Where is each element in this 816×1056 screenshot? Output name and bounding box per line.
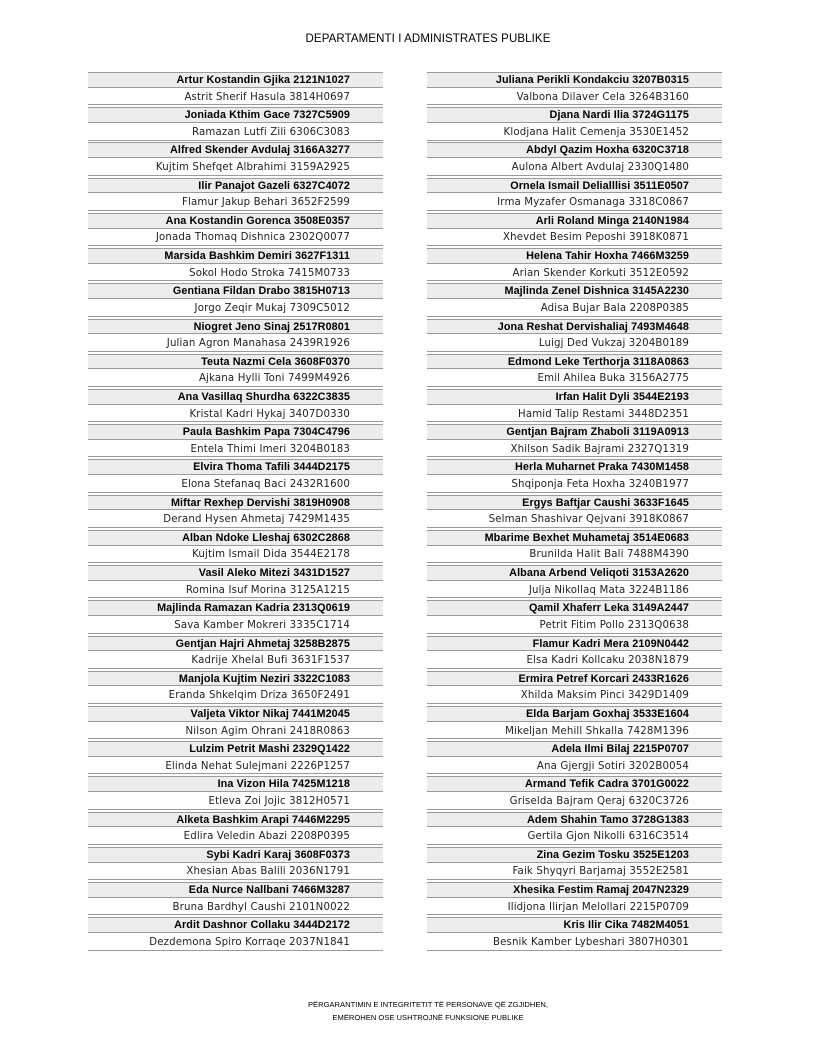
name-row: Ana Vasillaq Shurdha 6322C3835 [88, 389, 383, 405]
name-row: Ina Vizon Hila 7425M1218 [88, 776, 383, 792]
name-row: Alketa Bashkim Arapi 7446M2295 [88, 812, 383, 828]
name-row: Albana Arbend Veliqoti 3153A2620 [427, 565, 722, 581]
name-row: Lulzim Petrit Mashi 2329Q1422 [88, 741, 383, 757]
name-row: Xhesian Abas Balili 2036N1791 [88, 864, 383, 880]
name-row: Derand Hysen Ahmetaj 7429M1435 [88, 512, 383, 528]
name-row: Majlinda Ramazan Kadria 2313Q0619 [88, 600, 383, 616]
name-row: Elsa Kadri Kollcaku 2038N1879 [427, 653, 722, 669]
name-row: Eda Nurce Nallbani 7466M3287 [88, 882, 383, 898]
name-row: Alfred Skender Avdulaj 3166A3277 [88, 142, 383, 158]
name-row: Gentjan Bajram Zhaboli 3119A0913 [427, 424, 722, 440]
name-row: Xhilda Maksim Pinci 3429D1409 [427, 688, 722, 704]
name-row: Luigj Ded Vukzaj 3204B0189 [427, 336, 722, 352]
name-row: Kujtim Shefqet Albrahimi 3159A2925 [88, 160, 383, 176]
name-row: Aulona Albert Avdulaj 2330Q1480 [427, 160, 722, 176]
name-row: Jonada Thomaq Dishnica 2302Q0077 [88, 230, 383, 246]
name-row: Gentjan Hajri Ahmetaj 3258B2875 [88, 636, 383, 652]
name-row: Valjeta Viktor Nikaj 7441M2045 [88, 706, 383, 722]
name-row: Ilidjona Ilirjan Melollari 2215P0709 [427, 900, 722, 916]
name-row: Eranda Shkelqim Driza 3650F2491 [88, 688, 383, 704]
name-row: Helena Tahir Hoxha 7466M3259 [427, 248, 722, 264]
name-row: Alban Ndoke Lleshaj 6302C2868 [88, 530, 383, 546]
name-row: Flamur Kadri Mera 2109N0442 [427, 636, 722, 652]
name-row: Shqiponja Feta Hoxha 3240B1977 [427, 477, 722, 493]
name-row: Miftar Rexhep Dervishi 3819H0908 [88, 495, 383, 511]
name-row: Klodjana Halit Cemenja 3530E1452 [427, 125, 722, 141]
name-row: Elinda Nehat Sulejmani 2226P1257 [88, 759, 383, 775]
name-row: Teuta Nazmi Cela 3608F0370 [88, 354, 383, 370]
name-row: Flamur Jakup Behari 3652F2599 [88, 195, 383, 211]
name-row: Mbarime Bexhet Muhametaj 3514E0683 [427, 530, 722, 546]
left-name-column [88, 72, 383, 952]
name-row: Xhesika Festim Ramaj 2047N2329 [427, 882, 722, 898]
name-row: Sybi Kadri Karaj 3608F0373 [88, 847, 383, 863]
name-row: Petrit Fitim Pollo 2313Q0638 [427, 618, 722, 634]
name-row: Besnik Kamber Lybeshari 3807H0301 [427, 935, 722, 951]
name-row: Artur Kostandin Gjika 2121N1027 [88, 72, 383, 88]
name-row: Ajkana Hylli Toni 7499M4926 [88, 371, 383, 387]
name-row: Sava Kamber Mokreri 3335C1714 [88, 618, 383, 634]
name-row: Ornela Ismail Delialllisi 3511E0507 [427, 178, 722, 194]
name-row: Mikeljan Mehill Shkalla 7428M1396 [427, 724, 722, 740]
name-row: Elona Stefanaq Baci 2432R1600 [88, 477, 383, 493]
name-row: Arli Roland Minga 2140N1984 [427, 213, 722, 229]
name-row: Elda Barjam Goxhaj 3533E1604 [427, 706, 722, 722]
name-row: Ergys Baftjar Caushi 3633F1645 [427, 495, 722, 511]
name-row: Romina Isuf Morina 3125A1215 [88, 583, 383, 599]
name-row: Xhilson Sadik Bajrami 2327Q1319 [427, 442, 722, 458]
name-row: Herla Muharnet Praka 7430M1458 [427, 459, 722, 475]
name-row: Arian Skender Korkuti 3512E0592 [427, 266, 722, 282]
name-row: Julja Nikollaq Mata 3224B1186 [427, 583, 722, 599]
name-row: Hamid Talip Restami 3448D2351 [427, 407, 722, 423]
page-title: DEPARTAMENTI I ADMINISTRATES PUBLIKE [305, 33, 551, 45]
name-row: Kujtim Ismail Dida 3544E2178 [88, 547, 383, 563]
name-row: Adela Ilmi Bilaj 2215P0707 [427, 741, 722, 757]
name-row: Abdyl Qazim Hoxha 6320C3718 [427, 142, 722, 158]
name-row: Ana Gjergji Sotiri 3202B0054 [427, 759, 722, 775]
name-row: Armand Tefik Cadra 3701G0022 [427, 776, 722, 792]
name-row: Faik Shyqyri Barjamaj 3552E2581 [427, 864, 722, 880]
name-row: Adem Shahin Tamo 3728G1383 [427, 812, 722, 828]
name-row: Elvira Thoma Tafili 3444D2175 [88, 459, 383, 475]
name-row: Kadrije Xhelal Bufi 3631F1537 [88, 653, 383, 669]
name-row: Niogret Jeno Sinaj 2517R0801 [88, 319, 383, 335]
right-name-column [427, 72, 722, 952]
name-row: Paula Bashkim Papa 7304C4796 [88, 424, 383, 440]
name-row: Selman Shashivar Qejvani 3918K0867 [427, 512, 722, 528]
name-row: Gertila Gjon Nikolli 6316C3514 [427, 829, 722, 845]
name-row: Julian Agron Manahasa 2439R1926 [88, 336, 383, 352]
name-row: Joniada Kthim Gace 7327C5909 [88, 107, 383, 123]
name-row: Jona Reshat Dervishaliaj 7493M4648 [427, 319, 722, 335]
name-row: Valbona Dilaver Cela 3264B3160 [427, 90, 722, 106]
page-footer [0, 998, 816, 1024]
name-row: Ardit Dashnor Collaku 3444D2172 [88, 917, 383, 933]
name-row: Emil Ahilea Buka 3156A2775 [427, 371, 722, 387]
name-row: Marsida Bashkim Demiri 3627F1311 [88, 248, 383, 264]
footer-line-2: EMËROHEN OSE USHTROJNË FUNKSIONE PUBLIKE [332, 1013, 524, 1022]
name-row: Edmond Leke Terthorja 3118A0863 [427, 354, 722, 370]
name-row: Griselda Bajram Qeraj 6320C3726 [427, 794, 722, 810]
name-row: Majlinda Zenel Dishnica 3145A2230 [427, 283, 722, 299]
name-row: Kristal Kadri Hykaj 3407D0330 [88, 407, 383, 423]
footer-line-1: PËRGARANTIMIN E INTEGRITETIT TË PERSONAVE QË ZGJIDHEN, [307, 1000, 549, 1009]
name-row: Zina Gezim Tosku 3525E1203 [427, 847, 722, 863]
name-row: Jorgo Zeqir Mukaj 7309C5012 [88, 301, 383, 317]
name-row: Vasil Aleko Mitezi 3431D1527 [88, 565, 383, 581]
name-row: Edlira Veledin Abazi 2208P0395 [88, 829, 383, 845]
name-row: Sokol Hodo Stroka 7415M0733 [88, 266, 383, 282]
name-row: Ilir Panajot Gazeli 6327C4072 [88, 178, 383, 194]
name-row: Irfan Halit Dyli 3544E2193 [427, 389, 722, 405]
name-row: Ramazan Lutfi Zili 6306C3083 [88, 125, 383, 141]
name-row: Etleva Zoi Jojic 3812H0571 [88, 794, 383, 810]
name-row: Ermira Petref Korcari 2433R1626 [427, 671, 722, 687]
name-row: Adisa Bujar Bala 2208P0385 [427, 301, 722, 317]
name-row: Dezdemona Spiro Korraqe 2037N1841 [88, 935, 383, 951]
name-row: Ana Kostandin Gorenca 3508E0357 [88, 213, 383, 229]
name-row: Astrit Sherif Hasula 3814H0697 [88, 90, 383, 106]
name-row: Manjola Kujtim Neziri 3322C1083 [88, 671, 383, 687]
name-row: Nilson Agim Ohrani 2418R0863 [88, 724, 383, 740]
name-row: Xhevdet Besim Peposhi 3918K0871 [427, 230, 722, 246]
name-row: Djana Nardi Ilia 3724G1175 [427, 107, 722, 123]
name-row: Irma Myzafer Osmanaga 3318C0867 [427, 195, 722, 211]
name-row: Qamil Xhaferr Leka 3149A2447 [427, 600, 722, 616]
name-row: Gentiana Fildan Drabo 3815H0713 [88, 283, 383, 299]
name-row: Brunilda Halit Bali 7488M4390 [427, 547, 722, 563]
name-row: Entela Thimi Imeri 3204B0183 [88, 442, 383, 458]
name-row: Kris Ilir Cika 7482M4051 [427, 917, 722, 933]
name-row: Juliana Perikli Kondakciu 3207B0315 [427, 72, 722, 88]
name-row: Bruna Bardhyl Caushi 2101N0022 [88, 900, 383, 916]
